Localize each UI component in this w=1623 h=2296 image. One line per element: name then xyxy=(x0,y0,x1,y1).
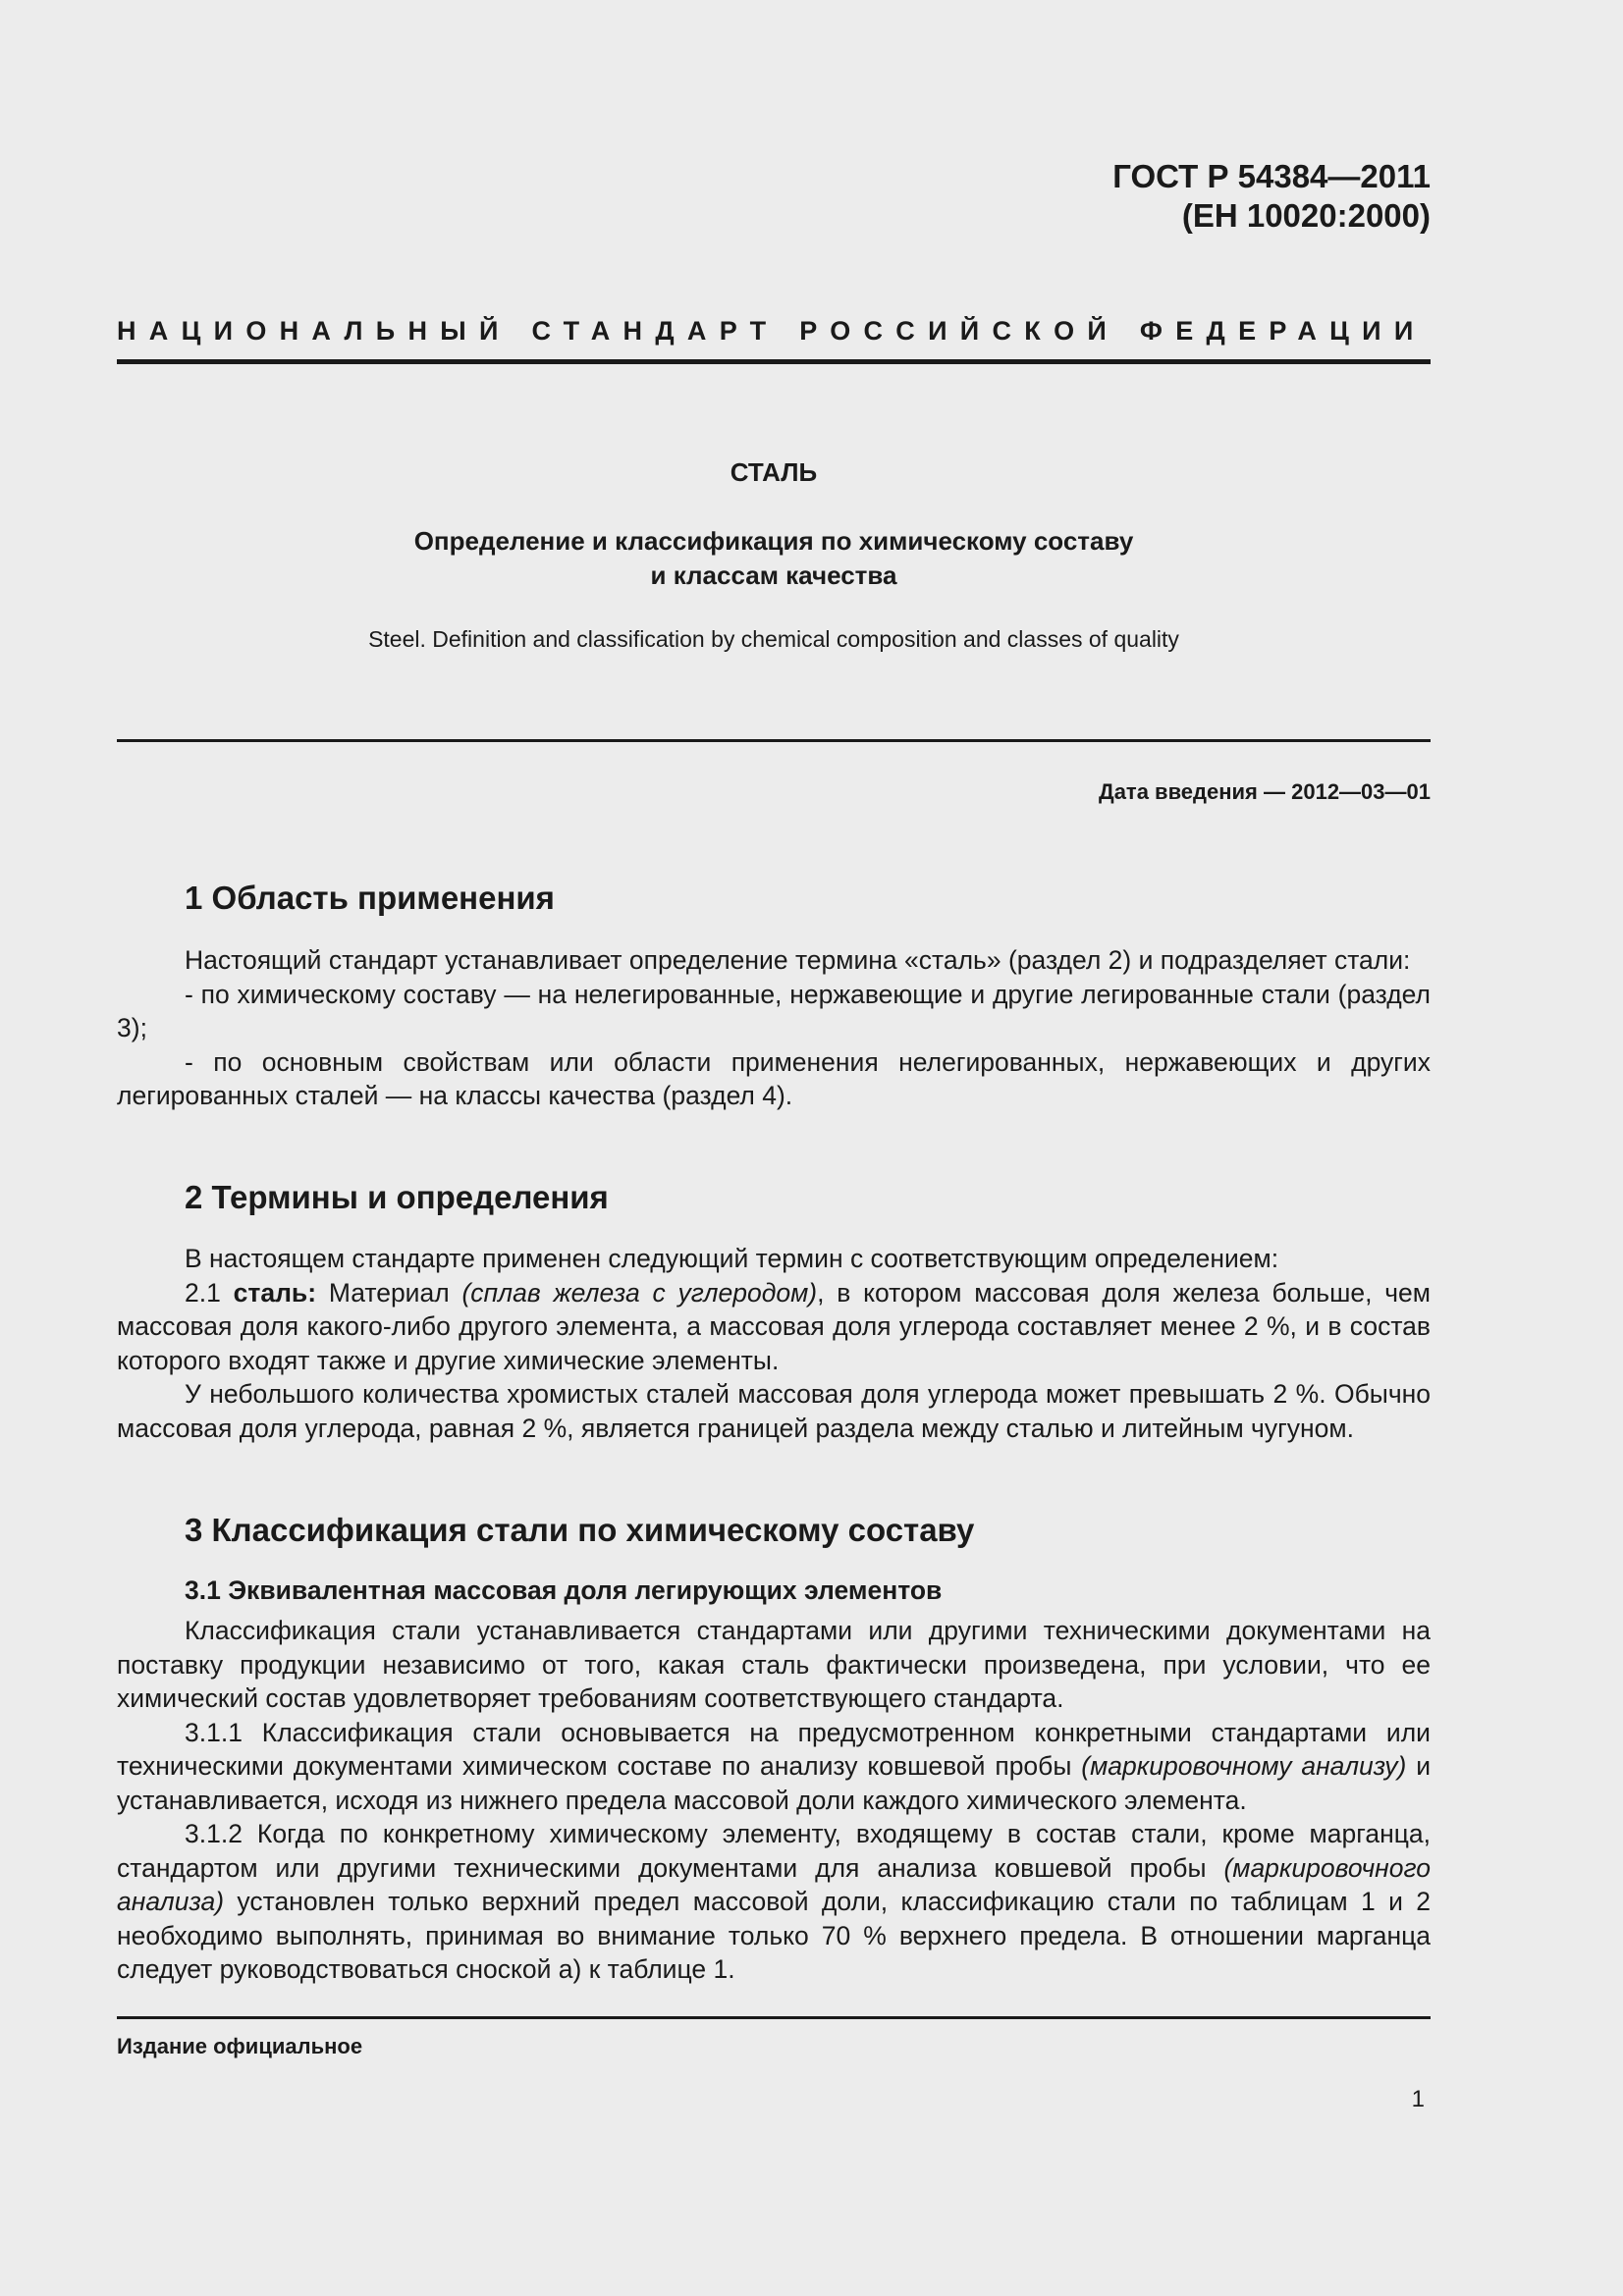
title-divider xyxy=(117,739,1431,742)
section-3-body xyxy=(117,1614,1431,1987)
section-1-heading: 1 Область применения xyxy=(185,880,555,916)
definition-paragraph: 2.1 сталь: Материал (сплав железа с углеродом), в котором массовая доля железа больше, чем массовая доля какого-либо другого элемента, а массовая доля углерода составляет менее 2 %, и в состав которого входят также и другие химические элементы. xyxy=(117,1277,1431,1375)
section-3-heading: 3 Классификация стали по химическому составу xyxy=(185,1512,975,1548)
english-title: Steel. Definition and classification by chemical composition and classes of quality xyxy=(368,626,1179,652)
footer-divider xyxy=(117,2016,1431,2019)
paragraph: 3.1.1 Классификация стали основывается на предусмотренном конкретными стандартами или техническими документами химическом составе по анализу ковшевой пробы (маркировочному анализу) и устанавливается, исходя из нижнего предела массовой доли каждого химического элемента. xyxy=(117,1717,1432,1815)
subtitle-line-2: и классам качества xyxy=(650,561,897,590)
section-2-heading: 2 Термины и определения xyxy=(185,1179,609,1215)
paragraph: Настоящий стандарт устанавливает определение термина «сталь» (раздел 2) и подразделяет стали: xyxy=(185,945,1411,975)
section-1-body xyxy=(117,943,1431,1113)
paragraph: Классификация стали устанавливается стандартами или другими техническими документами на поставку продукции независимо от того, какая сталь фактически произведена, при условии, что ее химический состав удовлетворяет требованиям соответствующего стандарта. xyxy=(117,1616,1431,1713)
subsection-3-1-heading: 3.1 Эквивалентная массовая доля легирующих элементов xyxy=(185,1575,943,1605)
header-divider xyxy=(117,359,1431,364)
paragraph: У небольшого количества хромистых сталей массовая доля углерода может превышать 2 %. Обычно массовая доля углерода, равная 2 %, является границей раздела между сталью и литейным чугуном. xyxy=(117,1379,1431,1443)
paragraph: 3.1.2 Когда по конкретному химическому элементу, входящему в состав стали, кроме марганца, стандартом или другими техническими документами для анализа ковшевой пробы (маркировочного анализа) установлен только верхний предел массовой доли, классификацию стали по таблицам 1 и 2 необходимо выполнять, принимая во внимание только 70 % верхнего предела. В отношении марганца следует руководствоваться сноской а) к таблице 1. xyxy=(117,1819,1431,1984)
document-identifier xyxy=(1112,157,1431,236)
paragraph: - по основным свойствам или области применения нелегированных, нержавеющих и других легированных сталей — на классы качества (раздел 4). xyxy=(117,1046,1431,1110)
paragraph: В настоящем стандарте применен следующий термин с соответствующим определением: xyxy=(185,1244,1279,1273)
doc-equivalent: (ЕН 10020:2000) xyxy=(1181,197,1431,234)
document-title: СТАЛЬ xyxy=(730,457,818,487)
paragraph: - по химическому составу — на нелегированные, нержавеющие и другие легированные стали (раздел 3); xyxy=(117,979,1431,1042)
subtitle-line-1: Определение и классификация по химическому составу xyxy=(413,526,1134,556)
section-2-body xyxy=(117,1242,1431,1445)
clause-number: 2.1 xyxy=(185,1277,234,1308)
introduction-date: Дата введения — 2012—03—01 xyxy=(1099,779,1431,804)
defined-term: сталь: xyxy=(233,1277,317,1308)
doc-number: ГОСТ Р 54384—2011 xyxy=(1112,158,1431,194)
standard-type-banner: НАЦИОНАЛЬНЫЙ СТАНДАРТ РОССИЙСКОЙ ФЕДЕРАЦИИ xyxy=(117,316,1427,346)
document-subtitle xyxy=(117,524,1431,593)
page-number: 1 xyxy=(1411,2086,1425,2112)
edition-label: Издание официальное xyxy=(117,2034,363,2058)
